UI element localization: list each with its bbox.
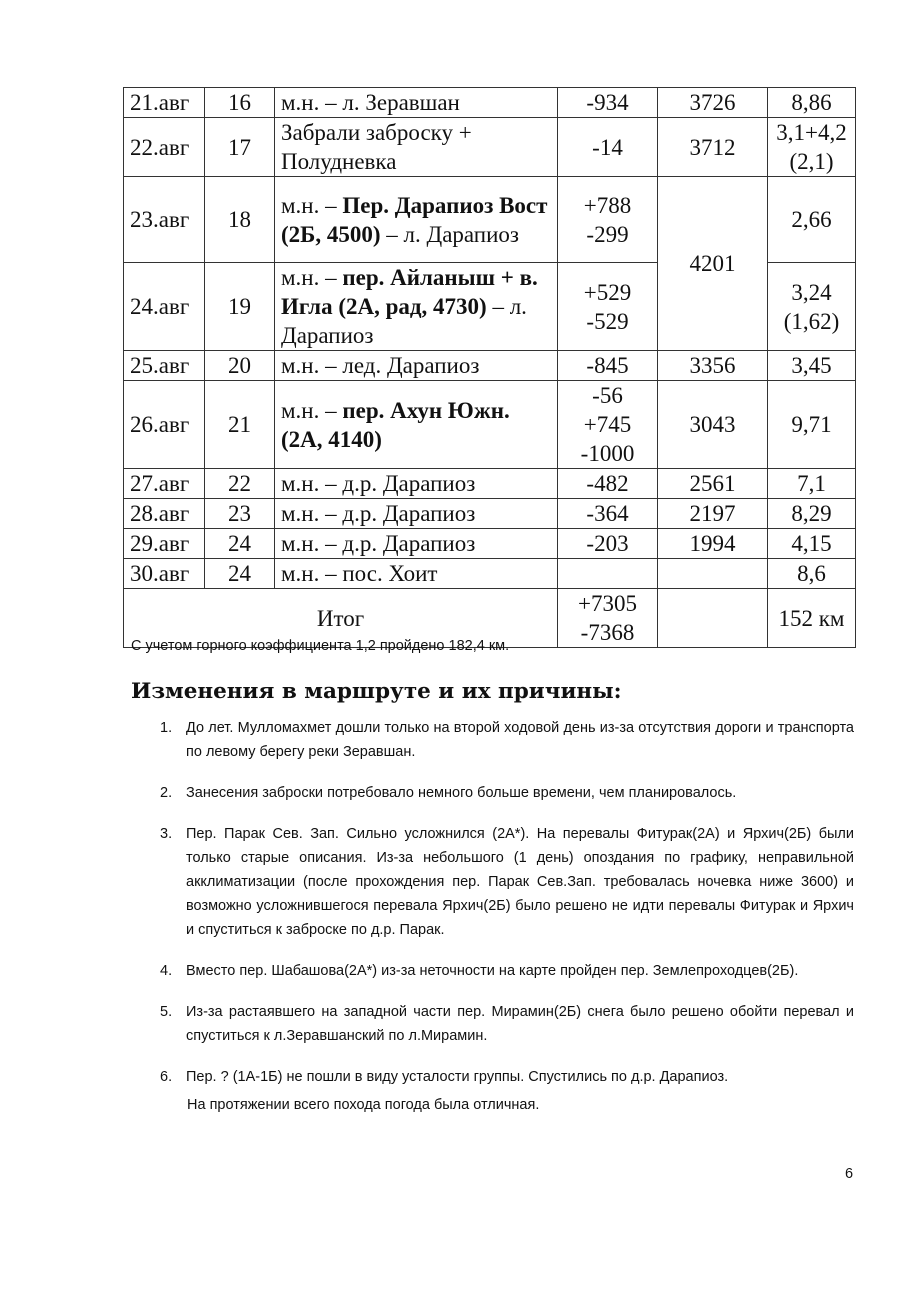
route-cell: м.н. – д.р. Дарапиоз [275, 469, 558, 499]
date-cell: 28.авг [124, 499, 205, 529]
table-row [124, 559, 856, 589]
elevation-value: +529 [583, 279, 632, 305]
height-cell: 3712 [658, 118, 768, 177]
item-number: 6. [160, 1069, 173, 1085]
elevation-value: +7305 [578, 591, 637, 616]
height-cell: 3726 [658, 88, 768, 118]
item-text: До лет. Мулломахмет дошли только на второй ходовой день из-за отсутствия дороги и транспорта по левому берегу реки Зеравшан. [186, 720, 854, 760]
date-cell: 22.авг [124, 118, 205, 177]
distance-cell: 8,86 [768, 88, 856, 118]
total-height-cell [658, 589, 768, 648]
distance-cell: 3,45 [768, 351, 856, 381]
table-row [124, 177, 856, 263]
table-row [124, 118, 856, 177]
date-cell: 29.авг [124, 529, 205, 559]
elevation-cell [558, 177, 658, 263]
route-line: Полудневка [281, 149, 397, 174]
elevation-value: -7368 [580, 620, 635, 645]
total-label: Итог [124, 589, 558, 648]
day-cell: 21 [205, 381, 275, 469]
route-text: м.н. – [281, 192, 343, 218]
item-text: Занесения заброски потребовало немного больше времени, чем планировалось. [186, 785, 737, 801]
day-cell: 22 [205, 469, 275, 499]
item-text: Пер. Парак Сев. Зап. Сильно усложнился (2А*). На перевалы Фитурак(2А) и Ярхич(2Б) были только старые описания. Из-за небольшого (1 день) опоздания по графику, неправильной акклиматизации (после прохождения пер. Парак Сев.Зап. требовалась ночевка ниже 3600) и возможно усложнившегося перевала Ярхич(2Б) было решено не идти перевалы Фитурак и Ярхич и спуститься к заброске по д.р. Парак. [186, 826, 854, 938]
elevation-cell: -14 [558, 118, 658, 177]
table-row [124, 351, 856, 381]
elevation-cell [558, 381, 658, 469]
day-cell: 24 [205, 529, 275, 559]
elevation-value: -529 [586, 308, 629, 334]
date-cell: 26.авг [124, 381, 205, 469]
elevation-cell [558, 559, 658, 589]
distance-cell: 7,1 [768, 469, 856, 499]
closing-text: На протяжении всего похода погода была отличная. [187, 1097, 540, 1113]
distance-cell: 8,29 [768, 499, 856, 529]
item-number: 1. [160, 720, 173, 736]
route-cell [275, 177, 558, 263]
section-heading: Изменения в маршруте и их причины: [131, 679, 622, 704]
distance-cell: 3,1+4,2 (2,1) [768, 118, 856, 177]
table-row [124, 529, 856, 559]
route-cell: м.н. – пос. Хоит [275, 559, 558, 589]
route-text: – л. Дарапиоз [281, 294, 527, 348]
day-cell: 17 [205, 118, 275, 177]
day-cell: 16 [205, 88, 275, 118]
route-cell [275, 263, 558, 351]
route-cell [275, 381, 558, 469]
elevation-value: -1000 [580, 441, 635, 466]
date-cell: 24.авг [124, 263, 205, 351]
height-cell: 3356 [658, 351, 768, 381]
elevation-cell [558, 263, 658, 351]
height-cell: 4201 [658, 177, 768, 351]
item-text: Из-за растаявшего на западной части пер. Мирамин(2Б) снега было решено обойти перевал и спуститься к л.Зеравшанский по л.Мирамин. [186, 1004, 854, 1044]
list-item [131, 959, 854, 983]
elevation-value: -56 [592, 383, 623, 408]
elevation-cell: -482 [558, 469, 658, 499]
table-row [124, 381, 856, 469]
elevation-value: -299 [586, 221, 629, 247]
elevation-cell: -203 [558, 529, 658, 559]
list-item [131, 781, 854, 805]
day-cell: 20 [205, 351, 275, 381]
route-line: Забрали заброску + [281, 120, 472, 145]
route-text: м.н. – [281, 265, 343, 290]
pass-name: пер. Айланыш + в. Игла (2А, рад, 4730) [281, 265, 538, 319]
table-row [124, 88, 856, 118]
page-number: 6 [845, 1166, 854, 1182]
route-cell: м.н. – л. Зеравшан [275, 88, 558, 118]
list-item [131, 822, 854, 942]
route-text: – л. Дарапиоз [380, 221, 520, 247]
list-item [131, 716, 854, 764]
item-number: 2. [160, 785, 173, 801]
list-item [131, 1065, 854, 1089]
total-distance-cell: 152 км [768, 589, 856, 648]
item-text: Пер. ? (1А-1Б) не пошли в виду усталости группы. Спустились по д.р. Дарапиоз. [186, 1069, 729, 1085]
distance-cell: 8,6 [768, 559, 856, 589]
route-cell: м.н. – д.р. Дарапиоз [275, 529, 558, 559]
day-cell: 24 [205, 559, 275, 589]
distance-cell: 9,71 [768, 381, 856, 469]
day-cell: 23 [205, 499, 275, 529]
date-cell: 30.авг [124, 559, 205, 589]
day-cell: 18 [205, 177, 275, 263]
route-cell [275, 118, 558, 177]
date-cell: 21.авг [124, 88, 205, 118]
elevation-cell: -364 [558, 499, 658, 529]
item-number: 5. [160, 1004, 173, 1020]
changes-list [131, 716, 854, 1106]
elevation-value: +745 [583, 412, 632, 437]
distance-cell: 3,24 (1,62) [768, 263, 856, 351]
pass-name: пер. Ахун Южн. (2А, 4140) [281, 397, 510, 452]
route-table [123, 87, 856, 648]
item-text: Вместо пер. Шабашова(2А*) из-за неточности на карте пройден пер. Землепроходцев(2Б). [186, 963, 799, 979]
route-cell: м.н. – д.р. Дарапиоз [275, 499, 558, 529]
table-row [124, 469, 856, 499]
date-cell: 27.авг [124, 469, 205, 499]
table-row [124, 499, 856, 529]
height-cell: 1994 [658, 529, 768, 559]
total-elevation-cell [558, 589, 658, 648]
elevation-value: +788 [583, 192, 632, 218]
height-cell: 2197 [658, 499, 768, 529]
distance-cell: 2,66 [768, 177, 856, 263]
date-cell: 25.авг [124, 351, 205, 381]
date-cell: 23.авг [124, 177, 205, 263]
list-item [131, 1000, 854, 1048]
elevation-cell: -845 [558, 351, 658, 381]
height-cell: 3043 [658, 381, 768, 469]
pass-name: Пер. Дарапиоз Вост (2Б, 4500) [281, 192, 548, 247]
coefficient-note: С учетом горного коэффициента 1,2 пройдено 182,4 км. [131, 638, 510, 654]
elevation-cell: -934 [558, 88, 658, 118]
distance-cell: 4,15 [768, 529, 856, 559]
route-cell: м.н. – лед. Дарапиоз [275, 351, 558, 381]
height-cell: 2561 [658, 469, 768, 499]
day-cell: 19 [205, 263, 275, 351]
item-number: 3. [160, 826, 173, 842]
route-text: м.н. – [281, 397, 343, 423]
height-cell [658, 559, 768, 589]
item-number: 4. [160, 963, 173, 979]
